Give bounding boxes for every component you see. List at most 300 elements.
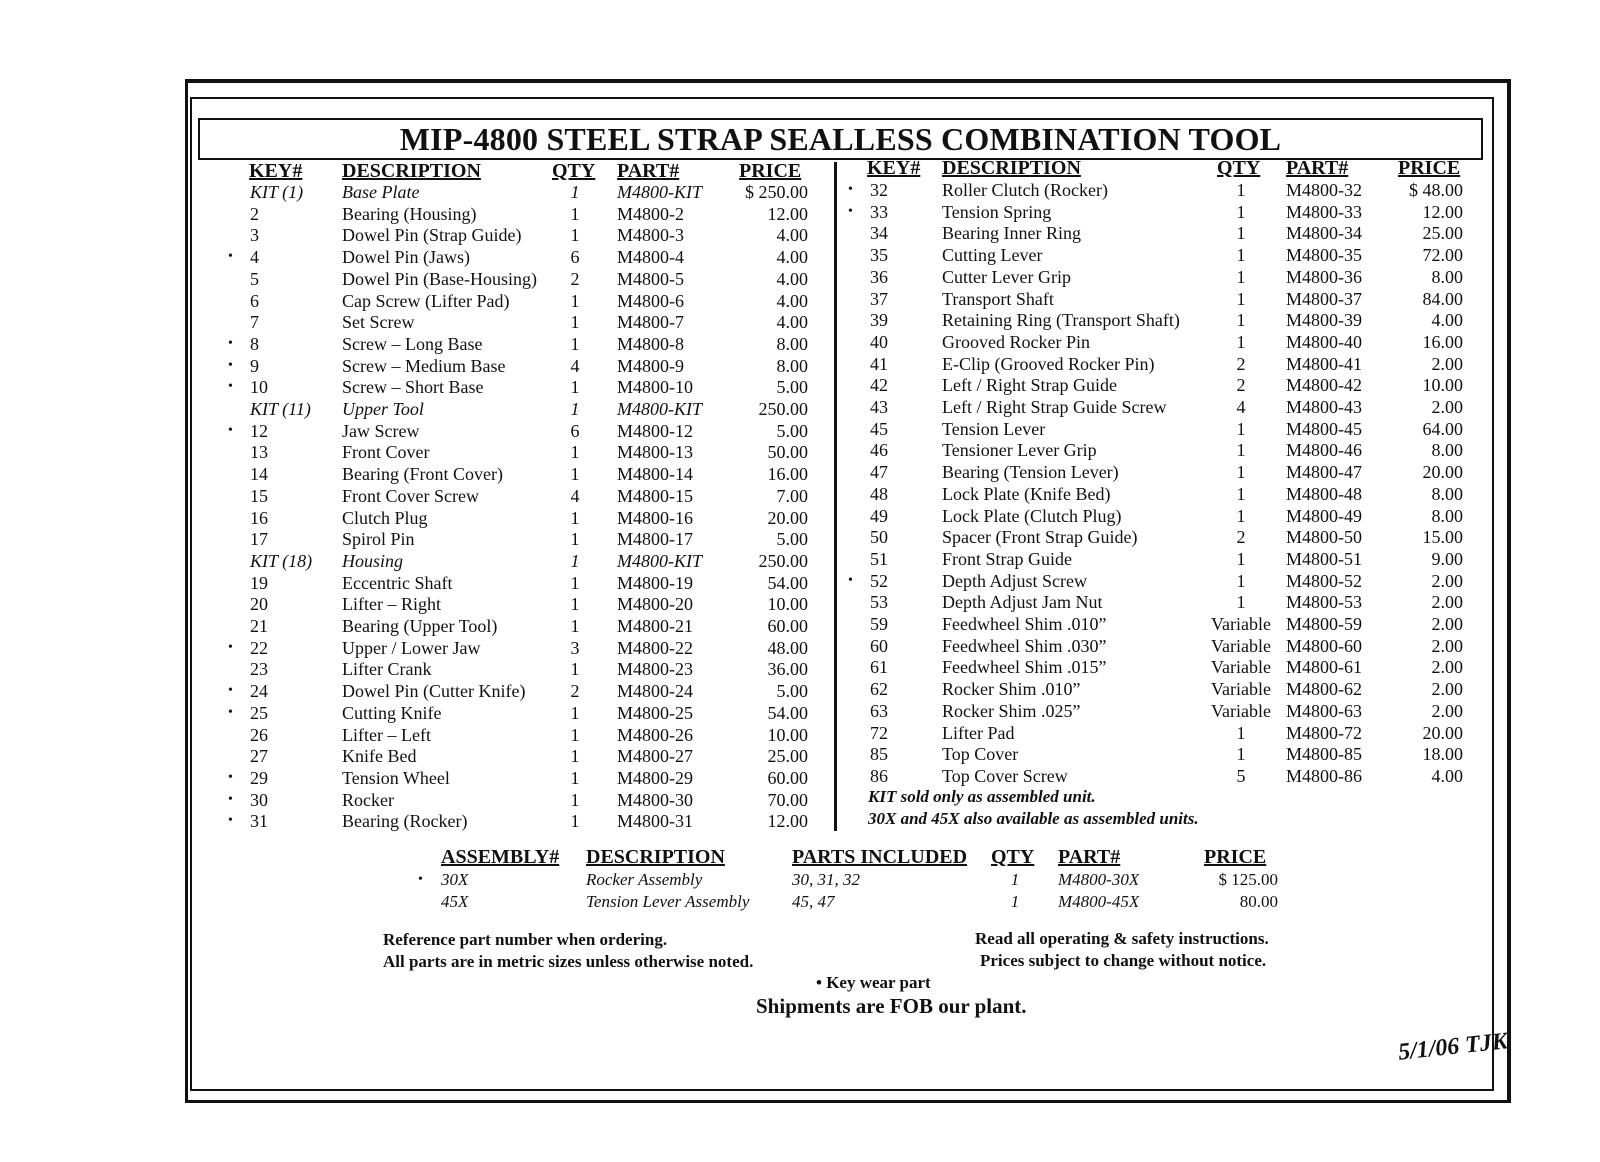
part-number: M4800-42 [1286, 375, 1362, 396]
quantity: 4 [570, 485, 580, 506]
key-number: 34 [870, 223, 888, 244]
part-number: M4800-62 [1286, 679, 1362, 700]
assembly-row [0, 891, 1600, 913]
part-number: M4800-51 [1286, 548, 1362, 569]
part-description: Rocker [342, 789, 394, 810]
price: 12.00 [767, 203, 808, 224]
table-row [0, 439, 1600, 461]
key-number: 42 [870, 375, 888, 396]
price: 12.00 [767, 811, 808, 832]
part-number: M4800-3 [617, 225, 684, 246]
quantity: 1 [570, 333, 580, 354]
part-number: M4800-10 [617, 377, 693, 398]
table-row [0, 700, 1600, 722]
price: 5.00 [776, 420, 808, 441]
footer-shipments-note: Shipments are FOB our plant. [756, 994, 1027, 1018]
key-number: 26 [250, 724, 268, 745]
assembly-price: 80.00 [1239, 892, 1278, 911]
table-row [0, 722, 1600, 744]
part-description: Upper / Lower Jaw [342, 637, 481, 658]
part-number: M4800-23 [617, 659, 693, 680]
table-row [0, 201, 1600, 223]
quantity: 1 [570, 507, 580, 528]
footer-prices-note: Prices subject to change without notice. [980, 951, 1267, 970]
part-number: M4800-21 [617, 616, 693, 636]
key-number: 51 [870, 548, 888, 569]
part-number: M4800-KIT [617, 399, 702, 419]
right-header-price: PRICE [1398, 157, 1461, 179]
key-number: 2 [250, 203, 259, 224]
quantity: 2 [1236, 353, 1246, 374]
quantity: 1 [570, 464, 580, 485]
quantity: 1 [1236, 505, 1246, 526]
left-header-description: DESCRIPTION [342, 160, 481, 182]
left-header-qty: QTY [552, 160, 596, 182]
part-description: Top Cover [942, 744, 1019, 765]
table-row [0, 548, 1600, 570]
key-wear-bullet: • [228, 683, 233, 699]
quantity: 1 [1236, 570, 1246, 591]
quantity: 6 [570, 420, 580, 441]
key-number: 49 [870, 505, 888, 526]
part-description: Front Cover Screw [342, 485, 479, 506]
key-number: KIT (11) [250, 399, 311, 419]
parts-included: 30, 31, 32 [792, 870, 860, 889]
key-wear-bullet: • [228, 704, 233, 720]
table-row [0, 483, 1600, 505]
part-description: Jaw Screw [342, 420, 420, 441]
quantity: 2 [1236, 527, 1246, 548]
part-number: M4800-5 [617, 268, 684, 289]
kit-note: KIT sold only as assembled unit. [868, 787, 1096, 806]
part-description: Cutting Knife [342, 702, 442, 723]
part-number: M4800-35 [1286, 245, 1362, 266]
quantity: 1 [570, 594, 580, 615]
table-row [0, 331, 1600, 353]
quantity: 1 [1236, 722, 1246, 743]
part-description: Upper Tool [342, 399, 424, 419]
part-number: M4800-45 [1286, 418, 1362, 439]
quantity: 1 [1236, 310, 1246, 331]
quantity: 1 [570, 377, 580, 398]
part-number: M4800-39 [1286, 310, 1362, 331]
price: 8.00 [1431, 505, 1463, 526]
price: 250.00 [758, 399, 808, 419]
key-number: 60 [870, 635, 888, 656]
right-header-part: PART# [1286, 157, 1349, 179]
footer-key-wear-legend: • Key wear part [816, 973, 931, 992]
part-description: Cutting Lever [942, 245, 1043, 266]
key-wear-bullet: • [848, 182, 853, 197]
part-number: M4800-14 [617, 464, 693, 485]
key-number: KIT (18) [250, 550, 313, 571]
part-description: Left / Right Strap Guide [942, 375, 1117, 396]
key-wear-bullet: • [848, 572, 853, 588]
part-description: Roller Clutch (Rocker) [942, 180, 1108, 200]
part-description: Tension Wheel [342, 767, 450, 788]
key-number: 43 [870, 397, 888, 417]
part-number: M4800-63 [1286, 700, 1362, 721]
quantity: Variable [1211, 614, 1271, 634]
key-number: 36 [870, 266, 888, 287]
price: 8.00 [1431, 483, 1463, 504]
document-title: MIP-4800 STEEL STRAP SEALLESS COMBINATION TOOL [198, 118, 1483, 160]
price: 2.00 [1431, 353, 1463, 374]
price: 2.00 [1431, 635, 1463, 656]
part-description: Cap Screw (Lifter Pad) [342, 290, 510, 311]
price: 60.00 [767, 616, 808, 636]
price: 7.00 [776, 485, 808, 506]
part-description: Lock Plate (Knife Bed) [942, 483, 1111, 504]
key-number: 47 [870, 462, 888, 483]
price: 50.00 [767, 442, 808, 463]
part-number: M4800-KIT [617, 182, 702, 202]
key-number: 12 [250, 420, 268, 441]
part-number: M4800-72 [1286, 722, 1362, 743]
part-description: Feedwheel Shim .030” [942, 635, 1107, 656]
quantity: 1 [570, 203, 580, 224]
part-number: M4800-53 [1286, 592, 1362, 613]
part-description: Lock Plate (Clutch Plug) [942, 505, 1122, 526]
key-number: 24 [250, 681, 268, 702]
key-number: 63 [870, 700, 888, 721]
key-wear-bullet: • [228, 249, 233, 265]
quantity: 1 [570, 789, 580, 810]
table-row [0, 418, 1600, 440]
assembly-quantity: 1 [1010, 870, 1020, 889]
part-number: M4800-6 [617, 290, 684, 311]
quantity: 1 [1236, 245, 1246, 266]
part-number: M4800-47 [1286, 462, 1362, 483]
price: 2.00 [1431, 397, 1463, 417]
part-description: Tension Spring [942, 201, 1052, 222]
key-number: 23 [250, 659, 268, 680]
part-number: M4800-22 [617, 637, 693, 658]
part-number: M4800-25 [617, 702, 693, 723]
key-number: 62 [870, 679, 888, 700]
key-number: 39 [870, 310, 888, 331]
part-number: M4800-9 [617, 355, 684, 376]
assembly-header-qty: QTY [991, 846, 1035, 868]
price: 54.00 [767, 572, 808, 593]
price: 15.00 [1422, 527, 1463, 548]
table-row [0, 810, 1600, 832]
part-number: M4800-37 [1286, 288, 1362, 309]
key-wear-bullet: • [228, 357, 233, 373]
part-description: Screw – Medium Base [342, 355, 506, 376]
table-row [0, 266, 1600, 288]
part-number: M4800-41 [1286, 353, 1362, 374]
key-wear-bullet: • [228, 813, 233, 829]
price: 4.00 [776, 290, 808, 311]
quantity: 1 [1236, 288, 1246, 309]
table-row [0, 570, 1600, 592]
part-number: M4800-4 [617, 247, 684, 268]
table-row [0, 743, 1600, 765]
key-number: 31 [250, 811, 268, 832]
quantity: 1 [1236, 418, 1246, 439]
part-description: Lifter Pad [942, 722, 1015, 743]
quantity: 1 [570, 550, 580, 571]
table-row [0, 656, 1600, 678]
part-number: M4800-43 [1286, 397, 1362, 417]
part-number: M4800-17 [617, 529, 693, 550]
key-number: 37 [870, 288, 888, 309]
key-number: 20 [250, 594, 268, 615]
table-row [0, 309, 1600, 331]
table-row [0, 613, 1600, 635]
quantity: 1 [570, 225, 580, 246]
assembly-header-description: DESCRIPTION [586, 846, 725, 868]
quantity: Variable [1211, 657, 1271, 678]
part-number: M4800-40 [1286, 331, 1362, 352]
right-header-qty: QTY [1217, 157, 1261, 179]
part-description: Tensioner Lever Grip [942, 440, 1097, 461]
quantity: Variable [1211, 635, 1271, 656]
price: 4.00 [776, 225, 808, 246]
quantity: 1 [1236, 266, 1246, 287]
quantity: 1 [1236, 548, 1246, 569]
key-wear-bullet: • [848, 203, 853, 219]
part-description: Depth Adjust Jam Nut [942, 592, 1103, 613]
quantity: 1 [570, 399, 580, 419]
assembly-description: Rocker Assembly [586, 870, 703, 889]
key-number: 72 [870, 722, 888, 743]
quantity: 1 [570, 702, 580, 723]
key-number: 41 [870, 353, 888, 374]
price: 8.00 [776, 355, 808, 376]
quantity: 2 [570, 681, 580, 702]
price: 4.00 [776, 247, 808, 268]
key-number: 19 [250, 572, 268, 593]
part-number: M4800-7 [617, 312, 684, 333]
part-number: M4800-24 [617, 681, 693, 702]
price: 10.00 [1422, 375, 1463, 396]
price: 2.00 [1431, 614, 1463, 634]
part-description: Dowel Pin (Jaws) [342, 247, 470, 268]
part-number: M4800-52 [1286, 570, 1362, 591]
key-number: 3 [250, 225, 259, 246]
part-number: M4800-15 [617, 485, 693, 506]
key-number: 61 [870, 657, 888, 678]
parts-included: 45, 47 [792, 892, 835, 911]
part-number: M4800-2 [617, 203, 684, 224]
left-header-part: PART# [617, 160, 680, 182]
quantity: 1 [1236, 592, 1246, 613]
key-number: 48 [870, 483, 888, 504]
part-description: Retaining Ring (Transport Shaft) [942, 310, 1180, 331]
part-description: Bearing (Housing) [342, 203, 477, 224]
part-description: Bearing (Rocker) [342, 811, 468, 832]
assembly-description: Tension Lever Assembly [586, 892, 750, 911]
assembled-units-note: 30X and 45X also available as assembled units. [868, 809, 1199, 828]
quantity: 1 [570, 811, 580, 832]
footer-reference-note: Reference part number when ordering. [383, 930, 668, 949]
part-number: M4800-59 [1286, 614, 1362, 634]
right-header-description: DESCRIPTION [942, 157, 1081, 179]
price: 2.00 [1431, 592, 1463, 613]
price: 4.00 [1431, 765, 1463, 786]
price: 20.00 [1422, 722, 1463, 743]
part-number: M4800-60 [1286, 635, 1362, 656]
assembly-header-assembly: ASSEMBLY# [441, 846, 560, 868]
part-number: M4800-KIT [617, 550, 702, 571]
part-description: Lifter – Right [342, 594, 441, 615]
key-number: 59 [870, 614, 888, 634]
part-description: Lifter Crank [342, 659, 432, 680]
quantity: 1 [1236, 201, 1246, 222]
quantity: 1 [1236, 440, 1246, 461]
right-header-key: KEY# [867, 157, 921, 179]
assembly-row [0, 869, 1600, 891]
assembly-part-number: M4800-30X [1058, 870, 1140, 889]
part-number: M4800-33 [1286, 201, 1362, 222]
key-number: 86 [870, 765, 888, 786]
quantity: 1 [1236, 223, 1246, 244]
part-description: Cutter Lever Grip [942, 266, 1071, 287]
part-description: Bearing (Tension Lever) [942, 462, 1119, 483]
part-description: Front Strap Guide [942, 548, 1072, 569]
assembly-price: $ 125.00 [1218, 870, 1278, 889]
part-description: E-Clip (Grooved Rocker Pin) [942, 353, 1155, 374]
quantity: Variable [1211, 679, 1271, 700]
part-description: Rocker Shim .025” [942, 700, 1081, 721]
quantity: 1 [570, 616, 580, 636]
price: 36.00 [767, 659, 808, 680]
quantity: 1 [570, 312, 580, 333]
key-wear-bullet: • [228, 791, 233, 807]
price: 60.00 [767, 767, 808, 788]
table-row [0, 374, 1600, 396]
part-description: Dowel Pin (Strap Guide) [342, 225, 522, 246]
price: 8.00 [1431, 440, 1463, 461]
footer-metric-note: All parts are in metric sizes unless otherwise noted. [383, 952, 754, 971]
part-description: Feedwheel Shim .010” [942, 614, 1107, 634]
key-number: 10 [250, 377, 268, 398]
table-row [0, 789, 1600, 811]
price: 54.00 [767, 702, 808, 723]
quantity: 2 [570, 268, 580, 289]
part-description: Dowel Pin (Cutter Knife) [342, 681, 526, 702]
key-number: 5 [250, 268, 259, 289]
part-description: Front Cover [342, 442, 430, 463]
key-number: 8 [250, 333, 259, 354]
assembly-quantity: 1 [1010, 892, 1020, 911]
part-number: M4800-26 [617, 724, 693, 745]
part-description: Set Screw [342, 312, 415, 333]
key-number: 14 [250, 464, 268, 485]
price: 70.00 [767, 789, 808, 810]
assembly-header-part: PART# [1058, 846, 1121, 868]
price: 5.00 [776, 377, 808, 398]
handwritten-date-signature: 5/1/06 TJK [1396, 1028, 1510, 1066]
table-row [0, 353, 1600, 375]
quantity: 1 [570, 767, 580, 788]
key-wear-bullet: • [228, 769, 233, 785]
part-number: M4800-85 [1286, 744, 1362, 765]
part-description: Knife Bed [342, 746, 417, 767]
quantity: 1 [570, 182, 580, 202]
key-number: 30 [250, 789, 268, 810]
quantity: 1 [1236, 180, 1246, 200]
quantity: 1 [570, 572, 580, 593]
part-number: M4800-61 [1286, 657, 1362, 678]
price: 2.00 [1431, 679, 1463, 700]
key-number: 16 [250, 507, 268, 528]
price: $ 250.00 [745, 182, 808, 202]
quantity: 1 [570, 442, 580, 463]
part-description: Bearing (Upper Tool) [342, 616, 498, 636]
part-number: M4800-46 [1286, 440, 1362, 461]
quantity: 1 [1236, 462, 1246, 483]
key-wear-bullet: • [228, 639, 233, 655]
key-number: 27 [250, 746, 268, 767]
key-number: 50 [870, 527, 888, 548]
part-number: M4800-34 [1286, 223, 1362, 244]
part-description: Spirol Pin [342, 529, 415, 550]
price: 48.00 [767, 637, 808, 658]
quantity: 1 [1236, 483, 1246, 504]
table-row [0, 461, 1600, 483]
price: 2.00 [1431, 570, 1463, 591]
key-number: 85 [870, 744, 888, 765]
quantity: 1 [570, 290, 580, 311]
part-number: M4800-13 [617, 442, 693, 463]
price: 25.00 [1422, 223, 1463, 244]
key-number: 22 [250, 637, 268, 658]
key-number: 17 [250, 529, 268, 550]
quantity: 4 [570, 355, 580, 376]
key-number: 4 [250, 247, 259, 268]
assembly-header-parts: PARTS INCLUDED [792, 846, 968, 868]
part-description: Screw – Long Base [342, 333, 483, 354]
part-description: Housing [342, 550, 404, 571]
key-number: 32 [870, 180, 888, 200]
price: 72.00 [1422, 245, 1463, 266]
table-row [0, 765, 1600, 787]
key-number: 6 [250, 290, 259, 311]
part-description: Clutch Plug [342, 507, 428, 528]
part-number: M4800-30 [617, 789, 693, 810]
key-number: 21 [250, 616, 268, 636]
quantity: 3 [570, 637, 580, 658]
quantity: 1 [570, 529, 580, 550]
price: 84.00 [1422, 288, 1463, 309]
quantity: 4 [1236, 397, 1246, 417]
quantity: 6 [570, 247, 580, 268]
price: 8.00 [1431, 266, 1463, 287]
part-description: Left / Right Strap Guide Screw [942, 397, 1167, 417]
quantity: 5 [1236, 765, 1246, 786]
key-number: 25 [250, 702, 268, 723]
price: 10.00 [767, 724, 808, 745]
price: 20.00 [1422, 462, 1463, 483]
price: 16.00 [1422, 331, 1463, 352]
part-description: Spacer (Front Strap Guide) [942, 527, 1138, 548]
price: 20.00 [767, 507, 808, 528]
part-description: Dowel Pin (Base-Housing) [342, 268, 537, 289]
key-number: 46 [870, 440, 888, 461]
part-number: M4800-49 [1286, 505, 1362, 526]
quantity: 1 [1236, 744, 1246, 765]
price: 5.00 [776, 529, 808, 550]
table-row [0, 678, 1600, 700]
key-wear-bullet: • [228, 422, 233, 438]
table-row [0, 635, 1600, 657]
part-description: Grooved Rocker Pin [942, 331, 1090, 352]
quantity: Variable [1211, 700, 1271, 721]
price: 9.00 [1431, 548, 1463, 569]
